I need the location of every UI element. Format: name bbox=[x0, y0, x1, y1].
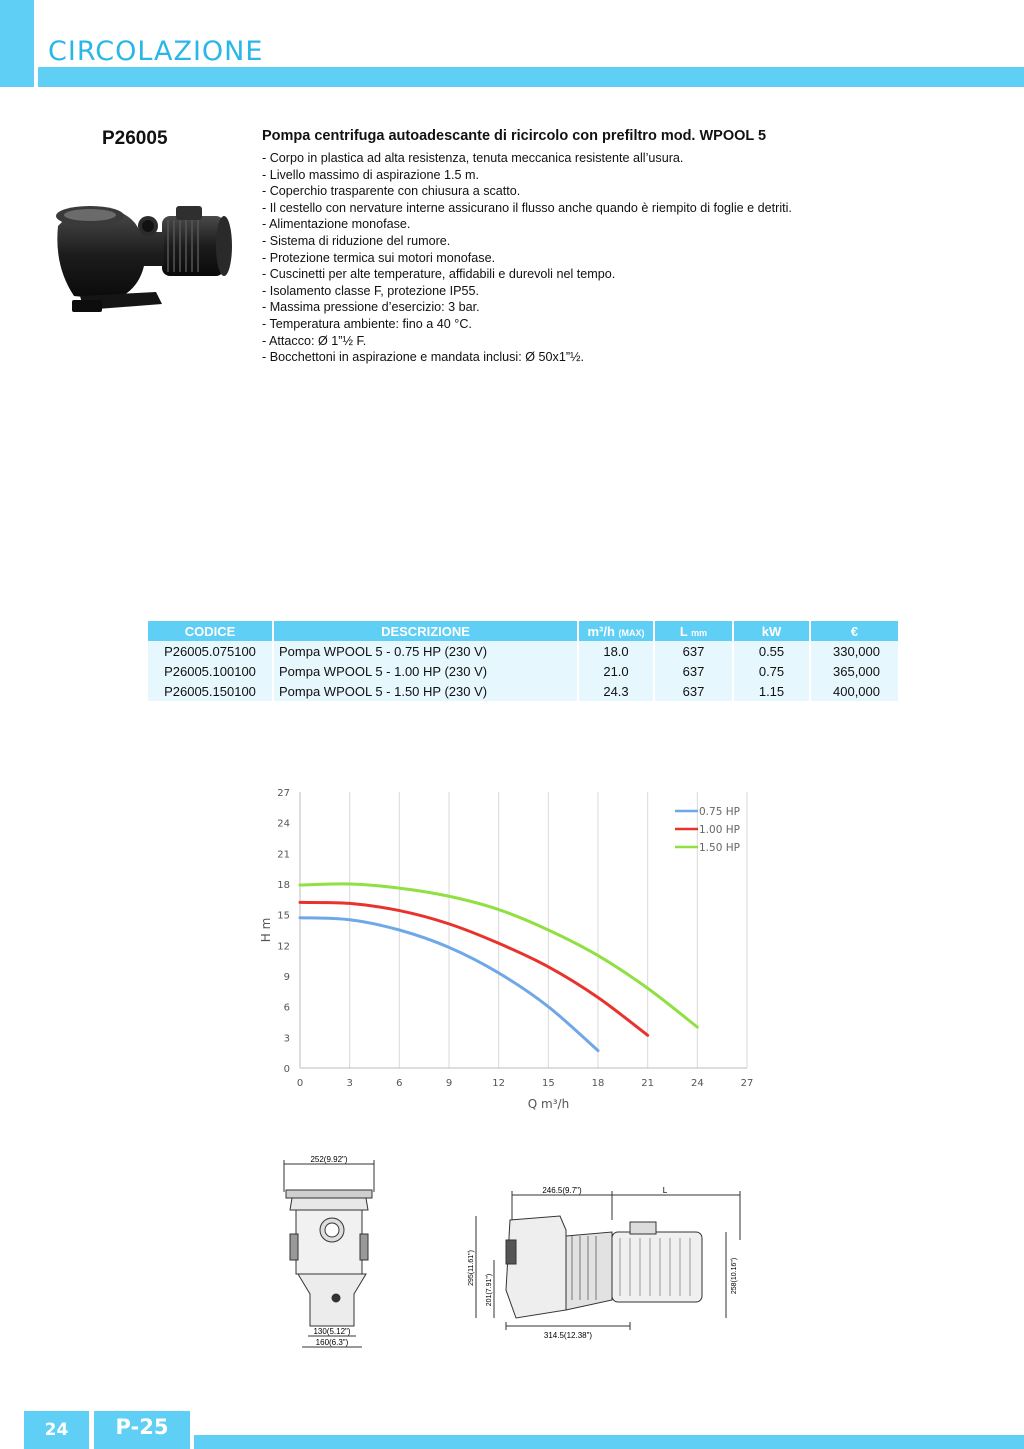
page-title: CIRCOLAZIONE bbox=[48, 36, 264, 67]
table-row bbox=[148, 641, 898, 661]
product-title: Pompa centrifuga autoadescante di ricircolo con prefiltro mod. WPOOL 5 bbox=[262, 128, 767, 144]
feature-list bbox=[262, 150, 792, 366]
table-row bbox=[148, 681, 898, 701]
x-tick-label: 12 bbox=[492, 1078, 506, 1089]
y-axis-label: H m bbox=[259, 917, 273, 943]
cell-code: P26005.075100 bbox=[148, 641, 272, 661]
feature-item: - Corpo in plastica ad alta resistenza, tenuta meccanica resistente all’usura. bbox=[262, 151, 684, 165]
cell-description: Pompa WPOOL 5 - 1.50 HP (230 V) bbox=[274, 681, 577, 701]
footer-rule bbox=[194, 1435, 1024, 1449]
feature-item: - Coperchio trasparente con chiusura a scatto. bbox=[262, 184, 521, 199]
col-header-kw: kW bbox=[734, 621, 809, 641]
y-tick-label: 9 bbox=[283, 972, 290, 983]
dim-side-top1: 246.5(9.7") bbox=[542, 1186, 582, 1195]
dim-side-h2: 201(7.91") bbox=[486, 1273, 493, 1307]
pump-photo bbox=[44, 196, 240, 314]
price-table bbox=[146, 621, 900, 701]
col-header-price: € bbox=[811, 621, 898, 641]
x-tick-label: 9 bbox=[445, 1078, 453, 1089]
legend-label: 1.00 HP bbox=[699, 824, 740, 836]
feature-item: - Alimentazione monofase. bbox=[262, 217, 411, 232]
dim-side-top2: L bbox=[662, 1186, 668, 1195]
y-tick-label: 0 bbox=[283, 1064, 290, 1075]
cell-flow: 24.3 bbox=[579, 681, 653, 701]
x-tick-label: 15 bbox=[541, 1078, 555, 1089]
dim-front-base1: 130(5.12") bbox=[313, 1327, 351, 1336]
header-accent-bar bbox=[0, 0, 34, 87]
x-tick-label: 3 bbox=[346, 1078, 353, 1089]
dim-front-width: 252(9.92") bbox=[310, 1155, 348, 1164]
page-number: 24 bbox=[24, 1411, 89, 1449]
feature-item: - Isolamento classe F, protezione IP55. bbox=[262, 283, 480, 298]
cell-price: 400,000 bbox=[811, 681, 898, 701]
feature-item: - Il cestello con nervature interne assicurano il flusso anche quando è riempito di foglie e detriti. bbox=[262, 200, 792, 215]
cell-code: P26005.100100 bbox=[148, 661, 272, 681]
y-tick-label: 24 bbox=[277, 818, 290, 830]
feature-item: - Protezione termica sui motori monofase. bbox=[262, 250, 496, 265]
feature-item: - Livello massimo di aspirazione 1.5 m. bbox=[262, 167, 479, 182]
x-tick-label: 24 bbox=[690, 1078, 704, 1089]
cell-price: 330,000 bbox=[811, 641, 898, 661]
feature-item: - Massima pressione d’esercizio: 3 bar. bbox=[262, 300, 480, 315]
legend-label: 0.75 HP bbox=[699, 806, 740, 818]
cell-code: P26005.150100 bbox=[148, 681, 272, 701]
dim-side-bottom: 314.5(12.38") bbox=[543, 1331, 593, 1340]
y-tick-label: 6 bbox=[283, 1002, 290, 1014]
x-tick-label: 21 bbox=[641, 1078, 655, 1089]
cell-kw: 0.55 bbox=[734, 641, 809, 661]
y-tick-label: 27 bbox=[277, 788, 290, 799]
cell-length: 637 bbox=[655, 641, 732, 661]
dim-front-base2: 160(6.3") bbox=[315, 1338, 349, 1347]
y-tick-label: 15 bbox=[277, 910, 290, 922]
col-header-length: L mm bbox=[655, 621, 732, 641]
cell-kw: 0.75 bbox=[734, 661, 809, 681]
x-tick-label: 27 bbox=[740, 1078, 754, 1089]
feature-item: - Bocchettoni in aspirazione e mandata inclusi: Ø 50x1”½. bbox=[262, 350, 585, 365]
cell-flow: 21.0 bbox=[579, 661, 653, 681]
cell-length: 637 bbox=[655, 661, 732, 681]
dim-side-h1: 295(11.61") bbox=[468, 1250, 475, 1286]
header-rule bbox=[38, 67, 1024, 87]
x-tick-label: 6 bbox=[396, 1078, 403, 1089]
cell-description: Pompa WPOOL 5 - 0.75 HP (230 V) bbox=[274, 641, 577, 661]
x-tick-label: 0 bbox=[296, 1078, 304, 1089]
section-code: P-25 bbox=[94, 1411, 190, 1449]
cell-description: Pompa WPOOL 5 - 1.00 HP (230 V) bbox=[274, 661, 577, 681]
feature-item: - Temperatura ambiente: fino a 40 °C. bbox=[262, 316, 472, 331]
col-header-description: DESCRIZIONE bbox=[274, 621, 577, 641]
table-header-row bbox=[148, 621, 898, 641]
legend-label: 1.50 HP bbox=[699, 842, 740, 854]
col-header-flow: m³/h (MAX) bbox=[579, 621, 653, 641]
col-header-code: CODICE bbox=[148, 621, 272, 641]
cell-length: 637 bbox=[655, 681, 732, 701]
dim-side-h3: 258(10.16") bbox=[731, 1257, 738, 1295]
cell-kw: 1.15 bbox=[734, 681, 809, 701]
x-axis-label: Q m³/h bbox=[527, 1097, 570, 1111]
y-tick-label: 12 bbox=[277, 941, 290, 953]
product-code: P26005 bbox=[102, 128, 168, 149]
feature-item: - Sistema di riduzione del rumore. bbox=[262, 233, 451, 248]
cell-price: 365,000 bbox=[811, 661, 898, 681]
x-tick-label: 18 bbox=[591, 1078, 605, 1089]
feature-item: - Attacco: Ø 1”½ F. bbox=[262, 333, 367, 348]
y-tick-label: 3 bbox=[283, 1033, 290, 1045]
feature-item: - Cuscinetti per alte temperature, affidabili e durevoli nel tempo. bbox=[262, 267, 616, 282]
cell-flow: 18.0 bbox=[579, 641, 653, 661]
y-tick-label: 18 bbox=[277, 880, 290, 891]
y-tick-label: 21 bbox=[277, 849, 290, 861]
dimension-drawings bbox=[270, 1150, 770, 1355]
table-row bbox=[148, 661, 898, 681]
performance-chart bbox=[250, 780, 770, 1120]
series-line-1-00-hp bbox=[300, 902, 648, 1035]
